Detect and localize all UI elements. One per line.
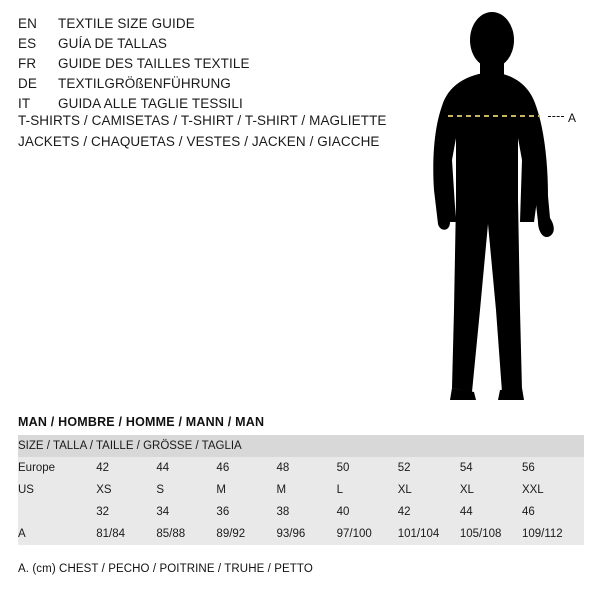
cell: 50 (337, 457, 398, 479)
row-label: Europe (18, 457, 96, 479)
cell: 97/100 (337, 523, 398, 545)
language-code: ES (18, 36, 37, 51)
table-footnote: A. (cm) CHEST / PECHO / POITRINE / TRUHE / PETTO (18, 563, 313, 575)
row-label: US (18, 479, 96, 501)
cell: 44 (460, 501, 522, 523)
cell: 105/108 (460, 523, 522, 545)
category-jackets: JACKETS / CHAQUETAS / VESTES / JACKEN / GIACCHE (18, 134, 380, 149)
cell: XS (96, 479, 156, 501)
measurement-label-a: A (568, 111, 577, 125)
table-title-man: MAN / HOMBRE / HOMME / MANN / MAN (18, 415, 265, 429)
cell: 93/96 (277, 523, 337, 545)
language-title: GUIDA ALLE TAGLIE TESSILI (58, 96, 243, 111)
cell: 48 (277, 457, 337, 479)
cell: 36 (216, 501, 276, 523)
cell: M (216, 479, 276, 501)
cell: 101/104 (398, 523, 460, 545)
cell: 46 (522, 501, 584, 523)
cell: 56 (522, 457, 584, 479)
cell: XXL (522, 479, 584, 501)
cell: M (277, 479, 337, 501)
language-title: TEXTILGRÖßENFÜHRUNG (58, 76, 231, 91)
category-block (18, 110, 438, 152)
cell: 34 (156, 501, 216, 523)
language-row (18, 14, 388, 34)
table-header-label: SIZE / TALLA / TAILLE / GRÖSSE / TAGLIA (18, 435, 584, 457)
table-row (18, 523, 584, 545)
language-header-block (18, 14, 388, 114)
measurement-pointer-dashes (548, 116, 564, 117)
cell: S (156, 479, 216, 501)
cell: 38 (277, 501, 337, 523)
table-row (18, 479, 584, 501)
cell: 42 (96, 457, 156, 479)
language-code: FR (18, 56, 37, 71)
language-code: DE (18, 76, 37, 91)
cell: 32 (96, 501, 156, 523)
cell: 109/112 (522, 523, 584, 545)
language-row (18, 54, 388, 74)
cell: 46 (216, 457, 276, 479)
male-silhouette-icon (400, 10, 600, 410)
cell: 40 (337, 501, 398, 523)
size-table (18, 435, 584, 545)
cell: L (337, 479, 398, 501)
cell: XL (460, 479, 522, 501)
cell: 44 (156, 457, 216, 479)
cell: 89/92 (216, 523, 276, 545)
language-row (18, 74, 388, 94)
language-title: GUIDE DES TAILLES TEXTILE (58, 56, 250, 71)
cell: 42 (398, 501, 460, 523)
cell: 54 (460, 457, 522, 479)
cell: 52 (398, 457, 460, 479)
table-row (18, 501, 584, 523)
category-tshirts: T-SHIRTS / CAMISETAS / T-SHIRT / T-SHIRT / MAGLIETTE (18, 113, 387, 128)
row-label: A (18, 523, 96, 545)
language-code: IT (18, 96, 31, 111)
size-table-area (18, 415, 584, 575)
language-title: TEXTILE SIZE GUIDE (58, 16, 195, 31)
table-header-row (18, 435, 584, 457)
table-row (18, 457, 584, 479)
language-title: GUÍA DE TALLAS (58, 36, 167, 51)
cell: XL (398, 479, 460, 501)
mannequin-figure (400, 10, 600, 410)
language-row (18, 34, 388, 54)
row-label (18, 501, 96, 523)
language-code: EN (18, 16, 37, 31)
cell: 85/88 (156, 523, 216, 545)
cell: 81/84 (96, 523, 156, 545)
